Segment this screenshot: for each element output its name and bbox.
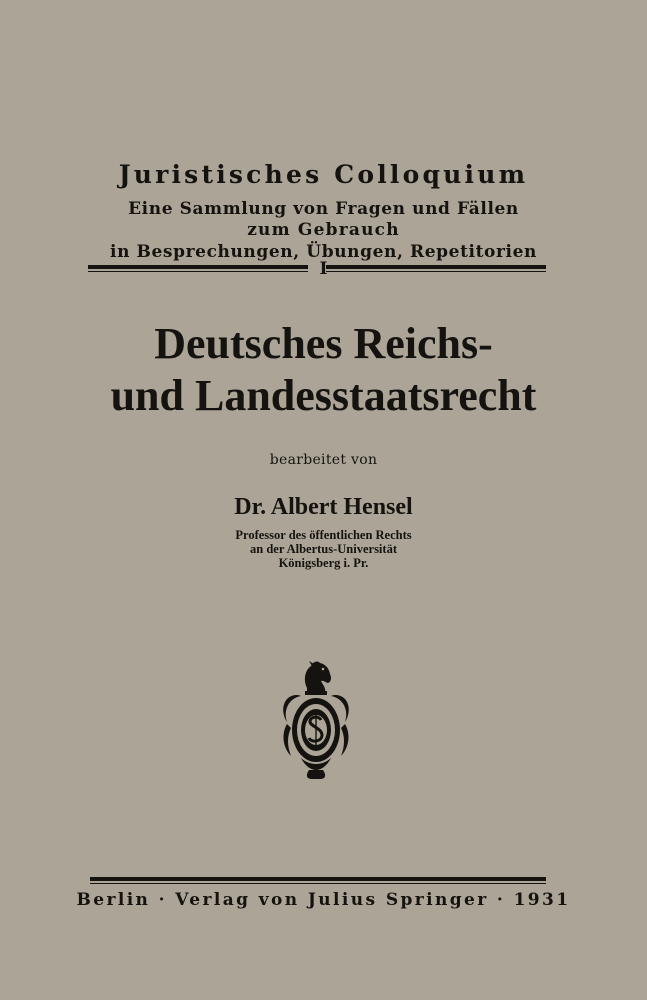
book-title-line-2: und Landesstaatsrecht: [110, 371, 537, 420]
author-affiliation-line-3: Königsberg i. Pr.: [278, 556, 369, 570]
volume-number: I: [319, 259, 328, 279]
author-name: Dr. Albert Hensel: [234, 494, 413, 520]
series-subtitle-line-1: Eine Sammlung von Fragen und Fällen: [128, 199, 519, 219]
series-title: Juristisches Colloquium: [118, 160, 529, 189]
series-subtitle-line-2: zum Gebrauch: [247, 220, 400, 240]
springer-knight-logo-icon: [279, 658, 353, 780]
series-subtitle-line-3: in Besprechungen, Übungen, Repetitorien: [110, 242, 537, 262]
edited-by-label: bearbeitet von: [269, 452, 378, 468]
author-affiliation-line-2: an der Albertus-Universität: [250, 542, 397, 556]
author-affiliation-line-1: Professor des öffentlichen Rechts: [235, 528, 412, 542]
book-title-line-1: Deutsches Reichs-: [154, 319, 493, 368]
imprint-divider: [90, 877, 546, 884]
publisher-imprint: Berlin · Verlag von Julius Springer · 1931: [76, 890, 571, 910]
